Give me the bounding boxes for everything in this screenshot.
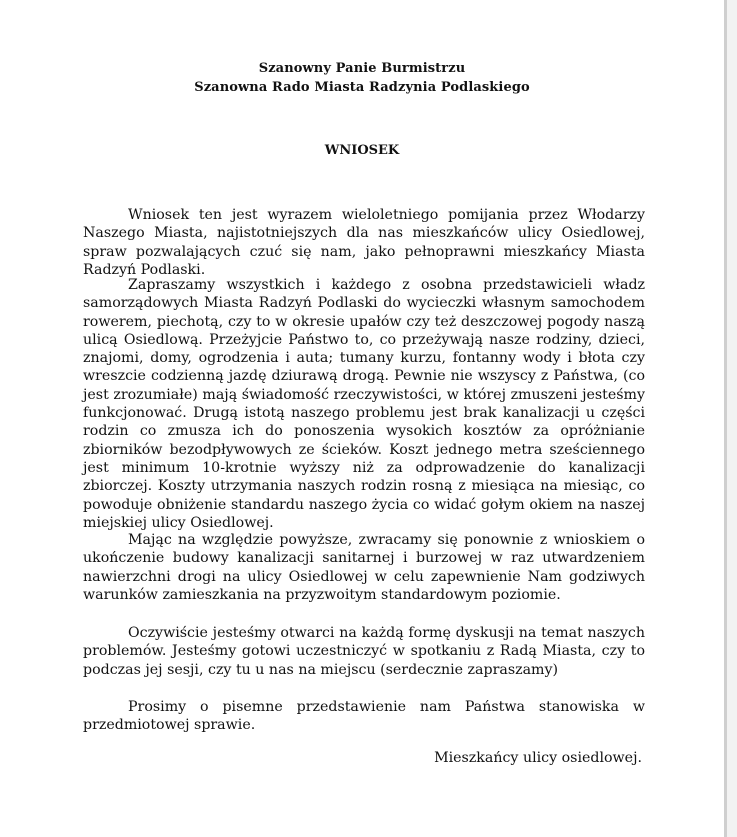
- paragraph-5: Prosimy o pisemne przedstawienie nam Państwa stanowiska w przedmiotowej sprawie.: [83, 699, 645, 734]
- paragraph-1: Wniosek ten jest wyrazem wieloletniego pomijania przez Włodarzy Naszego Miasta, najistotniejszych dla nas mieszkańców ulicy Osiedlowej, spraw pozwalających czuć się nam, jako pełnoprawni mieszkańcy Miasta Radzyń Podlaski.: [83, 207, 645, 278]
- salutation-line-1: Szanowny Panie Burmistrzu: [258, 61, 466, 76]
- salutation-line-2: Szanowna Rado Miasta Radzynia Podlaskiego: [194, 80, 530, 95]
- paragraph-3: Mając na względzie powyższe, zwracamy się ponownie z wnioskiem o ukończenie budowy kanalizacji sanitarnej i burzowej w raz utwardzeniem nawierzchni drogi na ulicy Osiedlowej w celu zapewnienie Nam godziwych warunków zamieszkania na przyzwoitym standardowym poziomie.: [83, 532, 645, 603]
- paragraph-2: Zapraszamy wszystkich i każdego z osobna przedstawicieli władz samorządowych Miasta Radzyń Podlaski do wycieczki własnym samochodem rowerem, piechotą, czy to w okresie upałów czy też deszczowej pogody naszą ulicą Osiedlową. Przeżyjcie Państwo to, co przeżywają nasze rodziny, dzieci, znajomi, domy, ogrodzenia i auta; tumany kurzu, fontanny wody i błota czy wreszcie codzienną jazdę dziurawą drogą. Pewnie nie wszyscy z Państwa, (co jest zrozumiałe) mają świadomość rzeczywistości, w której zmuszeni jesteśmy funkcjonować. Drugą istotą naszego problemu jest brak kanalizacji u części rodzin co zmusza ich do ponoszenia wysokich kosztów za opróżnianie zbiorników bezodpływowych ze ścieków. Koszt jednego metra sześciennego jest minimum 10-krotnie wyższy niż za odprowadzenie do kanalizacji zbiorczej. Koszty utrzymania naszych rodzin rosną z miesiąca na miesiąc, co powoduje obniżenie standardu naszego życia co widać gołym okiem na naszej miejskiej ulicy Osiedlowej.: [83, 277, 645, 531]
- paragraph-4: Oczywiście jesteśmy otwarci na każdą formę dyskusji na temat naszych problemów. Jesteśmy gotowi uczestniczyć w spotkaniu z Radą Miasta, czy to podczas jej sesji, czy tu u nas na miejscu (serdecznie zapraszamy): [83, 625, 645, 678]
- page-edge-shadow: [724, 0, 727, 837]
- document-title: WNIOSEK: [324, 143, 400, 158]
- signature: Mieszkańcy ulicy osiedlowej.: [434, 750, 642, 766]
